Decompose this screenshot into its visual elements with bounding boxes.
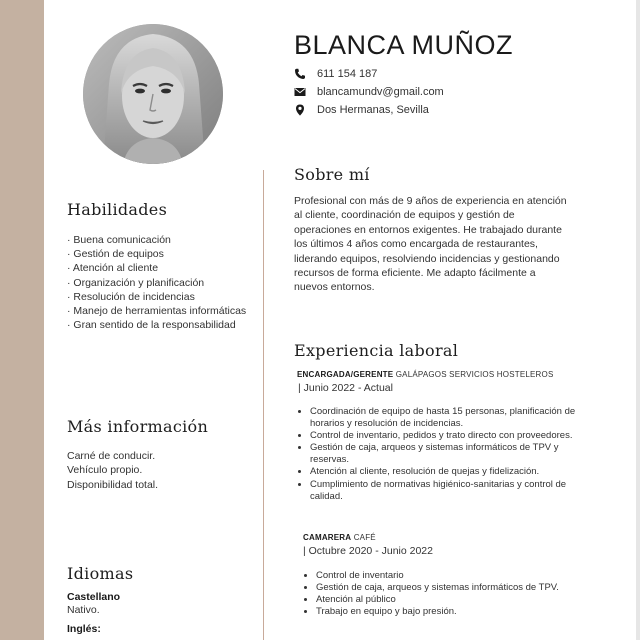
list-item: • Control de inventario: [316, 570, 592, 582]
more-info-heading: Más información: [67, 417, 209, 436]
job-1-dates: | Junio 2022 - Actual: [298, 382, 393, 394]
list-item: · Atención al cliente: [67, 262, 159, 275]
decorative-side-band: [0, 0, 44, 640]
list-item: · Gran sentido de la responsabilidad: [67, 319, 236, 332]
list-item: • Atención al cliente, resolución de quejas y fidelización.: [310, 466, 592, 478]
phone-icon: [294, 68, 306, 80]
experience-heading: Experiencia laboral: [294, 341, 459, 360]
list-item: Vehículo propio.: [67, 464, 143, 477]
contact-phone: [294, 68, 377, 80]
list-item: · Resolución de incidencias: [67, 290, 195, 303]
skills-list: [67, 233, 257, 332]
list-item: • Trabajo en equipo y bajo presión.: [316, 606, 592, 618]
contact-location: [294, 104, 429, 116]
language-name: Castellano: [67, 591, 121, 603]
job-2-title: [303, 533, 376, 542]
list-item: • Gestión de caja, arqueos y sistemas informáticos de TPV y reservas.: [310, 442, 592, 466]
list-item: · Manejo de herramientas informáticas: [67, 305, 247, 318]
languages-list: [67, 591, 257, 636]
list-item: · Organización y planificación: [67, 276, 205, 289]
list-item: · Buena comunicación: [67, 234, 171, 246]
location-text: Dos Hermanas, Sevilla: [317, 104, 429, 116]
map-pin-icon: [294, 104, 306, 116]
languages-heading: Idiomas: [67, 564, 134, 583]
page-edge: [636, 0, 640, 640]
list-item: Carné de conducir.: [67, 450, 156, 462]
job-2-role: CAMARERA: [303, 533, 352, 542]
column-divider: [263, 170, 264, 640]
job-2-duties: [300, 570, 592, 618]
list-item: • Atención al público: [316, 594, 592, 606]
list-item: • Cumplimiento de normativas higiénico-sanitarias y control de calidad.: [310, 479, 592, 503]
about-text: Profesional con más de 9 años de experiencia en atención al cliente, coordinación de equipos y gestión de operaciones en entornos exigentes. He trabajado durante los últimos 4 años como encargada de restaurantes, liderando equipos, resolviendo incidencias y gestionando recursos de forma eficiente. Me adapto fácilmente a nuevos entornos.: [294, 195, 567, 294]
profile-photo: [83, 24, 223, 164]
language-name: Inglés:: [67, 623, 101, 635]
list-item: Disponibilidad total.: [67, 478, 159, 491]
job-2-dates: | Octubre 2020 - Junio 2022: [303, 545, 433, 557]
job-1-role: ENCARGADA/GERENTE: [297, 370, 394, 379]
skills-heading: Habilidades: [67, 200, 168, 219]
language-level: Nativo.: [67, 604, 100, 616]
envelope-icon: [294, 86, 306, 98]
list-item: · Gestión de equipos: [67, 248, 164, 261]
job-1-title: [297, 370, 553, 379]
email-text: blancamundv@gmail.com: [317, 86, 444, 98]
about-heading: Sobre mí: [294, 165, 370, 184]
job-2-company: CAFÉ: [353, 533, 376, 542]
list-item: • Control de inventario, pedidos y trato directo con proveedores.: [310, 430, 592, 442]
job-1-duties: [294, 406, 592, 503]
job-1-company: GALÁPAGOS SERVICIOS HOSTELEROS: [395, 370, 554, 379]
list-item: • Gestión de caja, arqueos y sistemas informáticos de TPV.: [316, 582, 592, 594]
phone-text: 611 154 187: [317, 68, 378, 80]
contact-email: [294, 86, 444, 98]
candidate-name: BLANCA MUÑOZ: [294, 30, 514, 60]
more-info-list: [67, 449, 257, 492]
list-item: • Coordinación de equipo de hasta 15 personas, planificación de horarios y resolución de incidencias.: [310, 406, 592, 430]
